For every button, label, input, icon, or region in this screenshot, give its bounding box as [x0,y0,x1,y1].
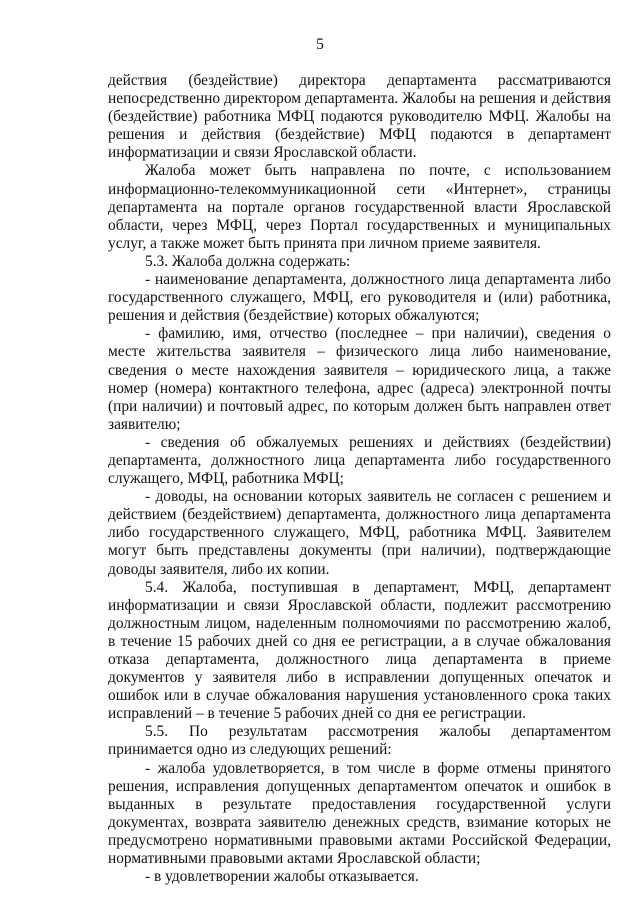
paragraph-5-4: 5.4. Жалоба, поступившая в департамент, МФЦ, департамент информатизации и связи Ярославской области, подлежит рассмотрению должностным лицом, наделенным полномочиями по рассмотрению жалоб, в течение 15 рабочих дней со дня ее регистрации, а в случае обжалования отказа департамента, должностного лица департамента в приеме документов у заявителя либо в исправлении допущенных опечаток и ошибок или в случае обжалования нарушения установленного срока таких исправлений – в течение 5 рабочих дней со дня ее регистрации. [108,578,611,723]
list-item-arguments: - доводы, на основании которых заявитель не согласен с решением и действием (бездействием) департамента, должностного лица департамента либо государственного служащего, МФЦ, работника МФЦ. Заявителем могут быть представлены документы (при наличии), подтверждающие доводы заявителя, либо их копии. [108,488,611,578]
list-item-applicant-details: - фамилию, имя, отчество (последнее – при наличии), сведения о месте жительства заявителя – физического лица либо наименование, сведения о месте нахождения заявителя – юридического лица, а также номер (номера) контактного телефона, адрес (адреса) электронной почты (при наличии) и почтовый адрес, по которым должен быть направлен ответ заявителю; [108,325,611,433]
list-item-appealed-decisions: - сведения об обжалуемых решениях и действиях (бездействии) департамента, должностного лица департамента либо государственного служащего, МФЦ, работника МФЦ; [108,433,611,488]
list-item-complaint-rejected: - в удовлетворении жалобы отказывается. [145,868,419,886]
page-number: 5 [316,36,324,53]
paragraph-5-5: 5.5. По результатам рассмотрения жалобы департаментом принимается одно из следующих решений: [108,723,611,759]
list-item-department-name: - наименование департамента, должностного лица департамента либо государственного служащего, МФЦ, его руководителя и (или) работника, решения и действия (бездействие) которых обжалуются; [108,271,611,325]
paragraph-complaint-review: действия (бездействие) директора департамента рассматриваются непосредственно директором департамента. Жалобы на решения и действия (бездействие) работника МФЦ подаются руководителю МФЦ. Жалобы на решения и действия (бездействие) МФЦ подаются в департамент информатизации и связи Ярославской области. [108,72,611,162]
list-item-complaint-satisfied: - жалоба удовлетворяется, в том числе в форме отмены принятого решения, исправления допущенных департаментом опечаток и ошибок в выданных в результате предоставления государственной услуги документах, возврата заявителю денежных средств, взимание которых не предусмотрено нормативными правовыми актами Российской Федерации, нормативными правовыми актами Ярославской области; [108,759,611,868]
paragraph-complaint-submission: Жалоба может быть направлена по почте, с использованием информационно-телекоммуникационной сети «Интернет», страницы департамента на портале органов государственной власти Ярославской области, через МФЦ, через Портал государственных и муниципальных услуг, а также может быть принята при личном приеме заявителя. [108,162,611,252]
document-body [108,72,611,886]
paragraph-5-3-heading: 5.3. Жалоба должна содержать: [145,252,351,270]
